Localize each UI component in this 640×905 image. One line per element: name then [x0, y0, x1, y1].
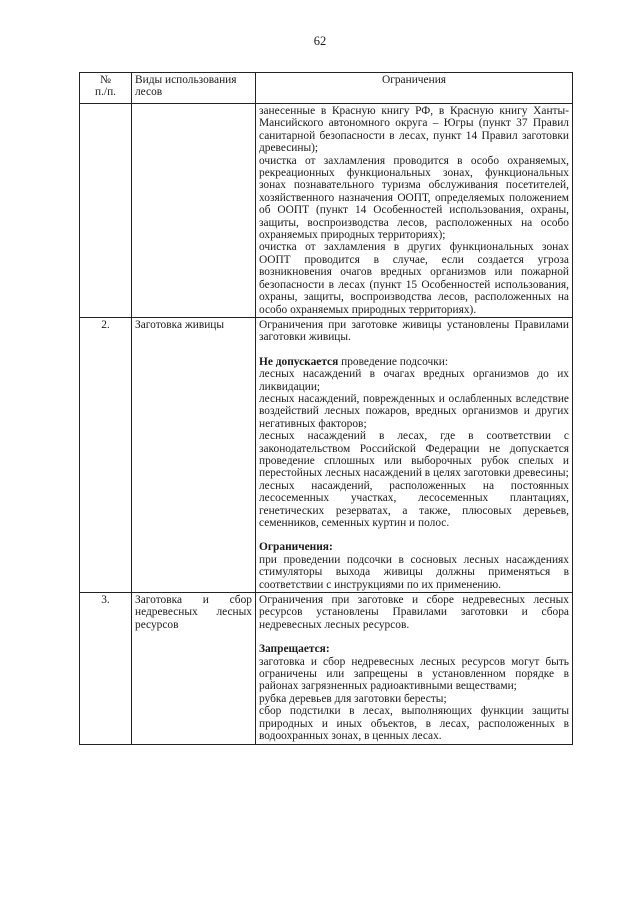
header-number: № п./п.: [80, 73, 132, 104]
section-heading-bold: Запрещается:: [259, 643, 330, 656]
page-number: 62: [313, 34, 327, 48]
row-restrictions: [256, 593, 573, 744]
row-number: [80, 104, 132, 318]
section-heading: [259, 356, 569, 368]
restriction-intro: Ограничения при заготовке и сборе недревесных лесных ресурсов установлены Правилами заготовки и сбора недревесных лесных ресурсов.: [259, 594, 569, 631]
table-row: [80, 317, 573, 592]
header-usage-type: Виды использования лесов: [132, 73, 256, 104]
row-usage-type: Заготовка живицы: [132, 317, 256, 592]
restriction-intro: Ограничения при заготовке живицы установлены Правилами заготовки живицы.: [259, 318, 569, 344]
restriction-paragraph: очистка от захламления проводится в особо охраняемых, рекреационных функциональных зонах, функциональных зонах познавательного туризма обслуживания посетителей, хозяйственного назначения ООПТ, определяемых положением об ООПТ (пункт 14 Особенностей использования, охраны, защиты, воспроизводства лесов, расположенных на особо охраняемых природных территориях);: [259, 154, 569, 242]
restriction-paragraph: очистка от захламления в других функциональных зонах ООПТ проводится в случае, если создается угроза возникновения очагов вредных организмов или пожарной безопасности в лесах (пункт 15 Особенностей использования, охраны, защиты, воспроизводства лесов, расположенных на особо охраняемых природных территориях).: [259, 241, 569, 316]
row-number: 3.: [80, 593, 132, 744]
restriction-item: лесных насаждений в очагах вредных организмов до их ликвидации;: [259, 368, 569, 393]
restriction-item: заготовка и сбор недревесных лесных ресурсов могут быть ограничены или запрещены в установленном порядке в районах загрязненных радиоактивными веществами;: [259, 655, 569, 693]
section-heading-bold: Ограничения:: [259, 541, 333, 554]
row-number: 2.: [80, 317, 132, 592]
section-heading-rest: проведение подсочки:: [338, 355, 449, 368]
restriction-item: лесных насаждений в лесах, где в соответствии с законодательством Российской Федерации не допускается проведение сплошных или выборочных рубок спелых и перестойных лесных насаждений в целях заготовки древесины;: [259, 430, 569, 480]
restriction-item: сбор подстилки в лесах, выполняющих функции защиты природных и иных объектов, в лесах, расположенных в водоохранных зонах, в ценных лесах.: [259, 705, 569, 743]
restrictions-table: [79, 72, 573, 745]
usage-type-text: Заготовка и сбор недревесных лесных ресурсов: [135, 594, 252, 631]
table-row: [80, 104, 573, 318]
header-restrictions: Ограничения: [256, 73, 573, 104]
row-restrictions: [256, 317, 573, 592]
table-row: [80, 593, 573, 744]
row-restrictions: [256, 104, 573, 318]
restriction-item: рубка деревьев для заготовки бересты;: [259, 692, 447, 705]
section-heading: [259, 541, 569, 553]
section-heading: [259, 643, 569, 655]
row-usage-type: [132, 104, 256, 318]
restriction-item: при проведении подсочки в сосновых лесных насаждениях стимуляторы выхода живицы должны применяться в соответствии с инструкциями по их применению.: [259, 553, 569, 591]
restriction-item: лесных насаждений, поврежденных и ослабленных вследствие воздействий лесных пожаров, вредных организмов и других негативных факторов;: [259, 392, 569, 430]
restriction-paragraph: занесенные в Красную книгу РФ, в Красную книгу Ханты-Мансийского автономного округа – Югры (пункт 37 Правил санитарной безопасности в лесах, пункт 14 Правил заготовки древесины);: [259, 105, 569, 155]
row-usage-type: [132, 593, 256, 744]
section-heading-bold: Не допускается: [259, 355, 339, 368]
restriction-item: лесных насаждений, расположенных на постоянных лесосеменных участках, лесосеменных плантациях, генетических резерватах, а также, плюсовых деревьев, семенников, семенных куртин и полос.: [259, 479, 569, 529]
table-header-row: [80, 73, 573, 104]
